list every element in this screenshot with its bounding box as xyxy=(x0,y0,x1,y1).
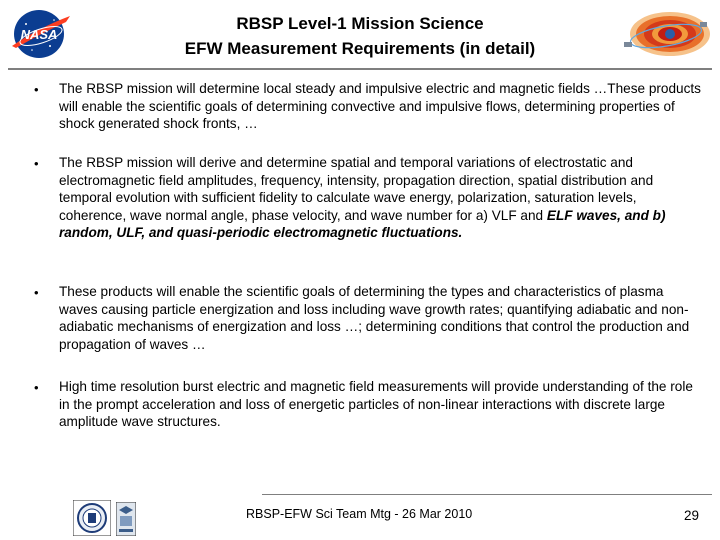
bullet-marker: • xyxy=(34,285,39,300)
bullet-marker: • xyxy=(34,82,39,97)
bullet-text-2 xyxy=(59,154,701,242)
bullet-text-4: High time resolution burst electric and magnetic field measurements will provide understanding of the role in the prompt acceleration and loss of energetic particles of non-linear interactions with discrete large amplitude wave structures. xyxy=(59,379,693,429)
university-seal-icon xyxy=(73,500,111,536)
institution-logo-icon xyxy=(116,502,136,536)
bullet-text-2-plain: The RBSP mission will derive and determine spatial and temporal variations of electrostatic and electromagnetic field amplitudes, frequency, intensity, propagation direction, spatial distribution and temporal evolution with sufficient fidelity to calculate wave energy, polarization, saturation levels, coherence, wave normal angle, phase velocity, and wave number for a) VLF and xyxy=(59,155,654,223)
page-number: 29 xyxy=(684,508,700,523)
footer-meeting-text: RBSP-EFW Sci Team Mtg - 26 Mar 2010 xyxy=(246,507,473,521)
bullet-marker: • xyxy=(34,380,39,395)
bullet-text-2-emphasis: ELF waves, and b) random, ULF, and quasi-periodic electromagnetic fluctuations. xyxy=(59,207,666,240)
bullet-marker: • xyxy=(34,156,39,171)
slide-title-line1: RBSP Level-1 Mission Science xyxy=(236,14,484,33)
footer-divider xyxy=(262,494,712,495)
header-divider xyxy=(8,68,712,70)
bullet-text-1: The RBSP mission will determine local steady and impulsive electric and magnetic fields …These products will enable the scientific goals of determining convective and impulsive flows, determining properties of shock generated shock fronts, … xyxy=(59,81,701,131)
nasa-logo-text: NASA xyxy=(20,27,58,42)
radiation-belt-graphic xyxy=(620,8,712,60)
slide-title-line2: EFW Measurement Requirements (in detail) xyxy=(184,39,536,58)
bullet-text-3: These products will enable the scientific goals of determining the types and characteristics of plasma waves causing particle energization and loss including wave growth rates; quantifying adiabatic and non-adiabatic mechanisms of energization and loss …; determining conditions that control the production and propagation of waves … xyxy=(59,284,690,352)
